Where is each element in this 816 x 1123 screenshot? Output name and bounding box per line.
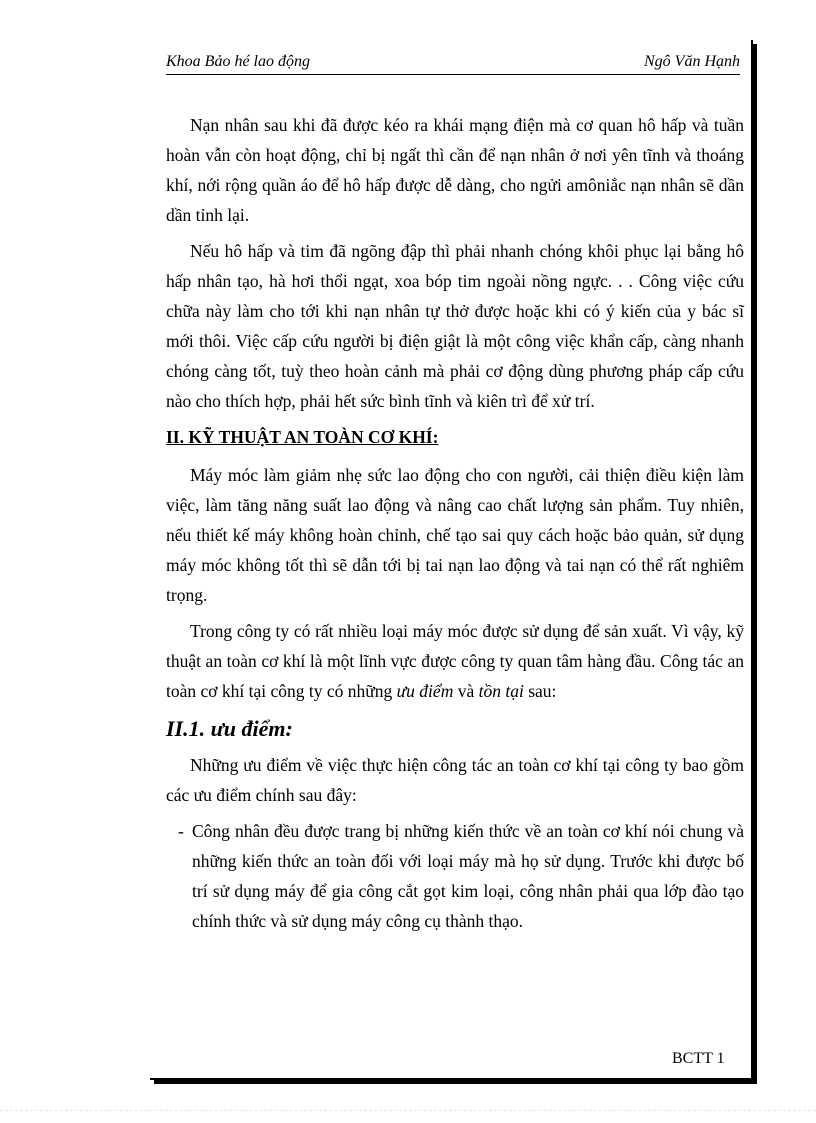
bullet-dash: -	[178, 821, 184, 841]
page-break-line	[0, 1110, 816, 1111]
paragraph: Máy móc làm giảm nhẹ sức lao động cho con người, cải thiện điều kiện làm việc, làm tăng năng suất lao động và nâng cao chất lượng sản phẩm. Tuy nhiên, nếu thiết kế máy không hoàn chỉnh, chế tạo sai quy cách hoặc bảo quản, sử dụng máy móc không tốt thì sẽ dẫn tới bị tai nạn lao động và tai nạn có thể rất nghiêm trọng.	[166, 465, 744, 605]
paragraph: Nếu hô hấp và tim đã ngõng đập thì phải nhanh chóng khôi phục lại bằng hô hấp nhân tạo, hà hơi thổi ngạt, xoa bóp tim ngoài nồng ngực. . . Công việc cứu chữa này làm cho tới khi nạn nhân tự thở được hoặc khi có ý kiến của y bác sĩ mới thôi. Việc cấp cứu người bị điện giật là một công việc khẩn cấp, càng nhanh chóng càng tốt, tuỳ theo hoàn cảnh mà phải cơ động dùng phương pháp cấp cứu nào cho thích hợp, phải hết sức bình tĩnh và kiên trì để xử trí.	[166, 241, 744, 411]
paragraph-text: và	[453, 681, 479, 701]
paragraph: Nạn nhân sau khi đã được kéo ra khái mạng điện mà cơ quan hô hấp và tuần hoàn vẫn còn hoạt động, chỉ bị ngất thì cần để nạn nhân ở nơi yên tĩnh và thoáng khí, nới rộng quần áo để hô hấp được dễ dàng, cho ngửi amôniắc nạn nhân sẽ dần dần tỉnh lại.	[166, 115, 744, 225]
paragraph	[166, 616, 744, 706]
header-author: Ngô Văn Hạnh	[644, 53, 740, 70]
list-item-text: Công nhân đều được trang bị những kiến thức về an toàn cơ khí nói chung và những kiến thức an toàn đối với loại máy mà họ sử dụng. Trước khi được bố trí sử dụng máy để gia công cắt gọt kim loại, công nhân phải qua lớp đào tạo chính thức và sử dụng máy công cụ thành thạo.	[192, 821, 744, 931]
header-department: Khoa Bảo hé lao động	[166, 53, 310, 70]
section-heading: II. KỸ THUẬT AN TOÀN CƠ KHÍ:	[166, 427, 439, 447]
document-body	[166, 110, 744, 936]
paragraph-text: Trong công ty có rất nhiều loại máy móc được sử dụng để sản xuất. Vì vậy, kỹ thuật an toàn cơ khí là một lĩnh vực được công ty quan tâm hàng đầu. Công tác an toàn cơ khí tại công ty có những	[166, 621, 744, 701]
list-item	[178, 816, 744, 936]
sub-heading: II.1. ưu điểm:	[166, 716, 293, 741]
emphasis-text: tồn tại	[478, 681, 524, 701]
emphasis-text: ưu điểm	[396, 681, 454, 701]
paragraph-text: sau:	[523, 681, 557, 701]
paragraph: Những ưu điểm về việc thực hiện công tác an toàn cơ khí tại công ty bao gồm các ưu điểm chính sau đây:	[166, 755, 744, 805]
page-header	[166, 52, 740, 75]
page-number: BCTT 1	[672, 1050, 725, 1067]
